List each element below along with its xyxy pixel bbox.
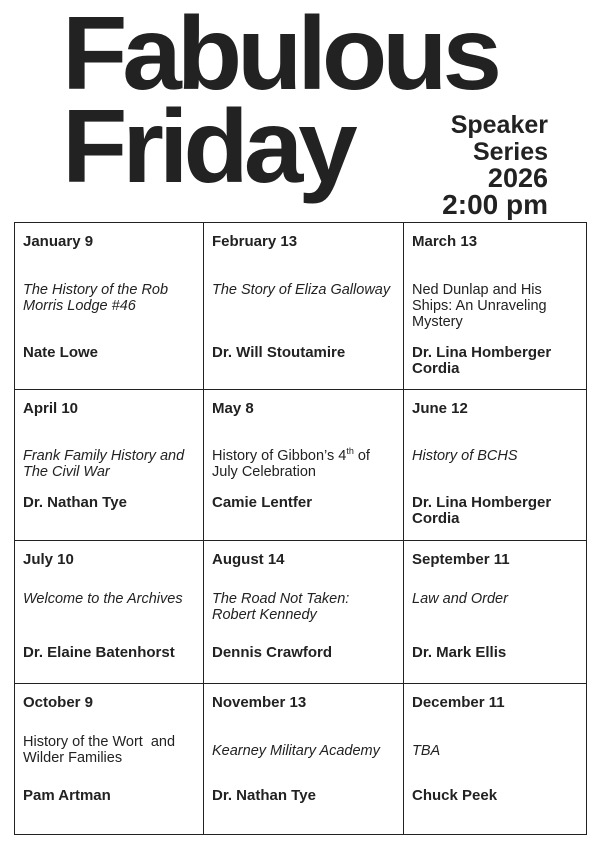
schedule-cell [404, 684, 587, 835]
event-speaker: Nate Lowe [23, 344, 99, 361]
event-date: November 13 [212, 694, 307, 711]
schedule-cell [204, 223, 404, 390]
event-date: March 13 [412, 233, 478, 250]
schedule-cell [204, 541, 404, 684]
event-topic: Frank Family History and The Civil War [23, 448, 185, 480]
series-year: 2026 [487, 163, 548, 193]
event-topic: The Road Not Taken: Robert Kennedy [212, 591, 350, 623]
schedule-cell [15, 541, 204, 684]
event-topic: The History of the Rob Morris Lodge #46 [23, 282, 169, 314]
event-topic: History of Gibbon’s 4th of July Celebration [212, 446, 370, 480]
schedule-row [15, 684, 587, 835]
event-topic: The Story of Eliza Galloway [212, 282, 391, 298]
schedule-row [15, 223, 587, 390]
event-date: August 14 [212, 551, 285, 568]
event-date: September 11 [412, 551, 510, 568]
schedule-cell [404, 541, 587, 684]
event-topic: Welcome to the Archives [23, 591, 183, 607]
event-date: July 10 [23, 551, 74, 568]
schedule-cell [204, 684, 404, 835]
event-date: December 11 [412, 694, 505, 711]
event-date: May 8 [212, 400, 254, 417]
event-speaker: Dr. Mark Ellis [412, 644, 507, 661]
schedule-cell [404, 223, 587, 390]
event-topic: Kearney Military Academy [212, 743, 380, 759]
subtitle-speaker: Speaker [450, 111, 548, 139]
event-speaker: Camie Lentfer [212, 494, 313, 511]
title-fabulous: Fabulous [62, 0, 497, 112]
schedule-cell [15, 223, 204, 390]
event-topic: Law and Order [412, 591, 508, 607]
event-speaker: Dr. Nathan Tye [212, 787, 316, 804]
event-topic: History of the Wort and Wilder Families [23, 734, 180, 766]
event-speaker: Chuck Peek [412, 787, 498, 804]
schedule-cell [404, 390, 587, 541]
event-date: June 12 [412, 400, 468, 417]
schedule-cell [15, 390, 204, 541]
event-speaker: Dennis Crawford [212, 644, 333, 661]
schedule-table [14, 222, 587, 835]
event-speaker: Dr. Lina Homberger Cordia [412, 344, 552, 377]
event-speaker: Dr. Elaine Batenhorst [23, 644, 175, 661]
event-date: January 9 [23, 233, 94, 250]
event-speaker: Dr. Nathan Tye [23, 494, 127, 511]
event-topic: History of BCHS [412, 448, 518, 464]
event-speaker: Dr. Will Stoutamire [212, 344, 346, 361]
event-speaker: Dr. Lina Homberger Cordia [412, 494, 552, 527]
event-date: February 13 [212, 233, 298, 250]
event-date: October 9 [23, 694, 94, 711]
event-date: April 10 [23, 400, 79, 417]
event-time: 2:00 pm [442, 189, 548, 220]
title-friday: Friday [62, 89, 353, 205]
event-topic: Ned Dunlap and His Ships: An Unraveling Mystery [412, 282, 547, 330]
schedule-row [15, 390, 587, 541]
event-topic: TBA [412, 743, 441, 759]
schedule-cell [15, 684, 204, 835]
subtitle-series: Series [472, 138, 548, 166]
event-speaker: Pam Artman [23, 787, 111, 804]
schedule-row [15, 541, 587, 684]
schedule-cell [204, 390, 404, 541]
